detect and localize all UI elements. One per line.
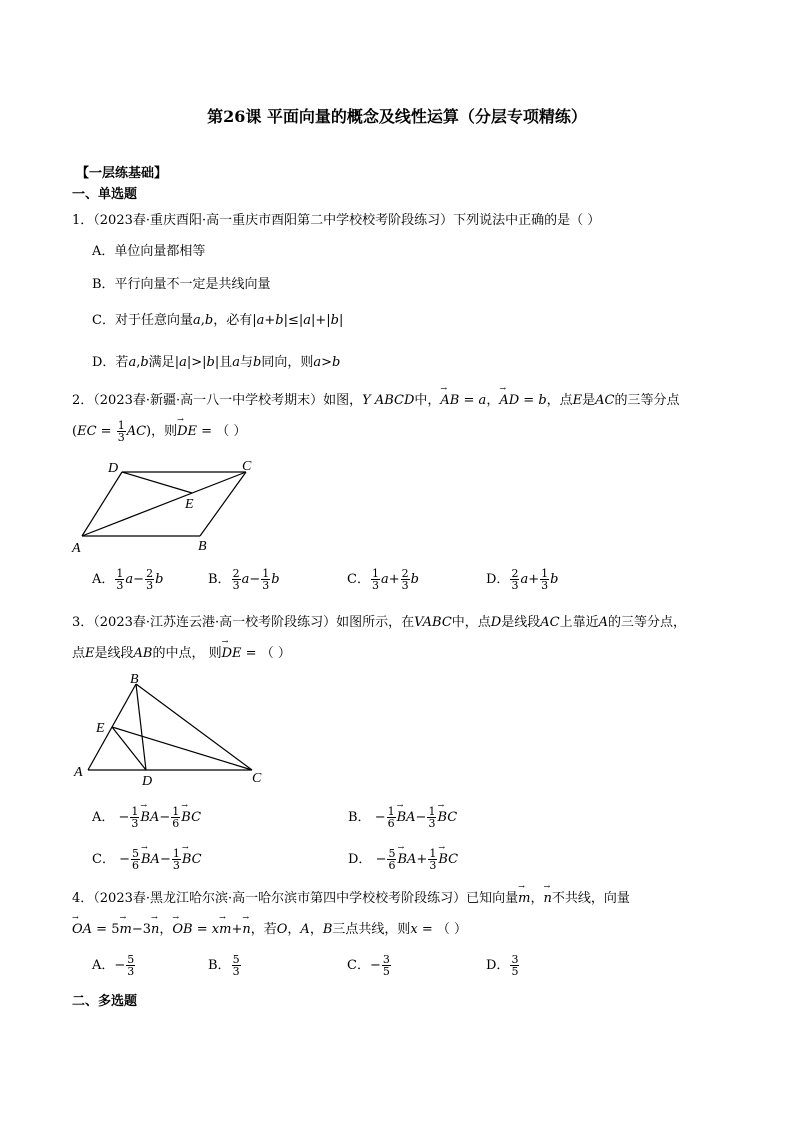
q1-option-d: D．若a,b满足|a|>|b|且a与b同向，则a>b xyxy=(92,355,341,370)
q4-stem-line2e: （ ） xyxy=(436,922,468,937)
q1-option-d-mid3: 与 xyxy=(240,355,254,370)
q3-label-d: D xyxy=(142,774,153,788)
q2-option-d: D． $\frac{2}{3}$ a+ $\frac{1}{3}$ b xyxy=(486,567,559,592)
q1-option-b: B．平行向量不一定是共线向量 xyxy=(92,277,271,292)
q1-option-a: A．单位向量都相等 xyxy=(92,244,206,259)
q3-stem-line1-text: 3．（2023春·江苏连云港·高一校考阶段练习）如图所示，在 xyxy=(72,615,415,630)
q4-option-b: B． $\frac{5}{3}$ xyxy=(208,953,240,978)
q2-stem-pre: 2．（2023春·新疆·高一八一中学校考期末）如图， xyxy=(72,393,363,408)
q3-option-b-letter: B． xyxy=(348,810,371,825)
q4-stem-line2c: ， xyxy=(309,922,323,937)
q3-option-c: C． − $\frac{5}{6}$ → BA− $\frac{1}{3}$ → BC xyxy=(92,848,202,871)
q4-option-d-letter: D． xyxy=(486,958,510,973)
q3-option-a-letter: A． xyxy=(92,810,115,825)
q2-label-a: A xyxy=(72,541,81,556)
q2-option-a: A． $\frac{1}{3}$ a− $\frac{2}{3}$ b xyxy=(92,567,164,592)
q3-stem-line2: 点E是线段AB的中点， 则→ DE = （ ） xyxy=(72,642,291,661)
page-title: 第26课 平面向量的概念及线性运算（分层专项精练） xyxy=(207,107,587,126)
q2-option-b: B． $\frac{2}{3}$ a− $\frac{1}{3}$ b xyxy=(208,567,280,592)
q3-stem-line2b: 是线段 xyxy=(94,646,134,661)
q2-stem-line1: 2．（2023春·新疆·高一八一中学校考期末）如图，Y ABCD中，→ AB = a，→ AD = b，点E是AC的三等分点 xyxy=(72,389,680,408)
q4-stem-line2b: ，若 xyxy=(250,922,277,937)
q3-option-c-letter: C． xyxy=(92,852,115,867)
q2-label-e: E xyxy=(185,497,194,512)
q3-option-a: A． − $\frac{1}{3}$ → BA− $\frac{1}{6}$ → BC xyxy=(92,806,201,829)
q2-line2-post: ，则 xyxy=(151,424,178,439)
q4-option-a-sign: − xyxy=(114,958,126,973)
q4-stem-line2d: 三点共线，则 xyxy=(332,922,411,937)
q3-option-d-letter: D． xyxy=(348,852,372,867)
q3-triangle-figure xyxy=(70,670,280,788)
section-multi-choice: 二、多选题 xyxy=(72,994,138,1009)
q3-stem-line2a: 点 xyxy=(72,646,86,661)
q3-stem-line2c: 的中点， 则 xyxy=(152,646,222,661)
q3-label-b: B xyxy=(130,672,139,687)
q3-stem-line1b: 中，点 xyxy=(451,615,491,630)
q3-option-b: B． − $\frac{1}{6}$ → BA− $\frac{1}{3}$ → BC xyxy=(348,806,457,829)
q2-stem-post3: 的三等分点 xyxy=(614,393,680,408)
q2-parallelogram-figure xyxy=(70,458,270,558)
q1-option-c-pre: C．对于任意向量 xyxy=(92,313,193,328)
q3-option-d: D． − $\frac{5}{6}$ → BA+ $\frac{1}{3}$ → BC xyxy=(348,848,458,871)
q2-stem-line2: (EC = $\frac{1}{3}$ AC)，则→ DE = （ ） xyxy=(72,420,246,443)
q4-stem-line1: 4．（2023春·黑龙江哈尔滨·高一哈尔滨市第四中学校校考阶段练习）已知向量→ m，→ n不共线，向量 xyxy=(72,887,630,906)
q1-stem: 1．（2023春·重庆酉阳·高一重庆市酉阳第二中学校校考阶段练习）下列说法中正确的是（ ） xyxy=(72,213,601,228)
q2-option-c-letter: C． xyxy=(347,572,370,587)
q3-stem-line1: 3．（2023春·江苏连云港·高一校考阶段练习）如图所示，在VABC中，点D是线段AC上靠近A的三等分点， xyxy=(72,615,686,630)
q3-label-e: E xyxy=(96,721,105,736)
q2-parallelogram: Y ABCD xyxy=(362,393,415,408)
q1-option-c-mid: ，必有 xyxy=(213,313,253,328)
q1-option-d-mid2: 且 xyxy=(219,355,233,370)
q1-option-d-mid4: 同向，则 xyxy=(261,355,314,370)
q3-stem-line1c: 是线段 xyxy=(501,615,541,630)
q2-option-c: C． $\frac{1}{3}$ a+ $\frac{2}{3}$ b xyxy=(347,567,419,592)
q4-stem-line2: → OA = 5→ m−3→ n，→ OB = x→ m+→ n，若O，A，B三点共线，则x = （ ） xyxy=(72,918,467,937)
q1-option-d-mid1: 满足 xyxy=(148,355,175,370)
q3-triangle: VABC xyxy=(414,615,452,630)
q2-option-d-letter: D． xyxy=(486,572,510,587)
q4-option-a: A．− $\frac{5}{3}$ xyxy=(92,953,135,978)
q4-option-d: D． $\frac{3}{5}$ xyxy=(486,953,519,978)
q2-label-d: D xyxy=(108,461,119,476)
q4-option-b-letter: B． xyxy=(208,958,231,973)
q1-option-d-pre: D．若 xyxy=(92,355,129,370)
q2-label-c: C xyxy=(242,459,252,474)
q3-label-a: A xyxy=(74,765,83,780)
q2-option-b-letter: B． xyxy=(208,572,231,587)
q2-stem-mid: 中， xyxy=(414,393,441,408)
level-header: 【一层练基础】 xyxy=(76,166,168,181)
q4-stem-line1c: 不共线，向量 xyxy=(551,891,630,906)
q2-line2-end: （ ） xyxy=(216,424,247,439)
q2-option-a-letter: A． xyxy=(92,572,115,587)
q4-option-a-letter: A． xyxy=(92,958,115,973)
q4-option-c-letter: C． xyxy=(347,958,370,973)
section-single-choice: 一、单选题 xyxy=(72,187,138,202)
q2-stem-post: ，点 xyxy=(546,393,573,408)
q3-stem-line1d: 上靠近 xyxy=(559,615,599,630)
q3-stem-line1e: 的三等分点， xyxy=(607,615,686,630)
q4-stem-line1b: ， xyxy=(530,891,544,906)
q1-option-c: C．对于任意向量a,b，必有|a+b|≤|a|+|b| xyxy=(92,313,344,328)
q4-option-c-sign: − xyxy=(369,958,381,973)
q3-label-c: C xyxy=(252,771,262,786)
q2-stem-post2: 是 xyxy=(582,393,596,408)
q3-stem-line2d: （ ） xyxy=(260,646,291,661)
q2-label-b: B xyxy=(198,539,207,554)
q4-option-c: C．− $\frac{3}{5}$ xyxy=(347,953,390,978)
q4-stem-line1-text: 4．（2023春·黑龙江哈尔滨·高一哈尔滨市第四中学校校考阶段练习）已知向量 xyxy=(72,891,519,906)
